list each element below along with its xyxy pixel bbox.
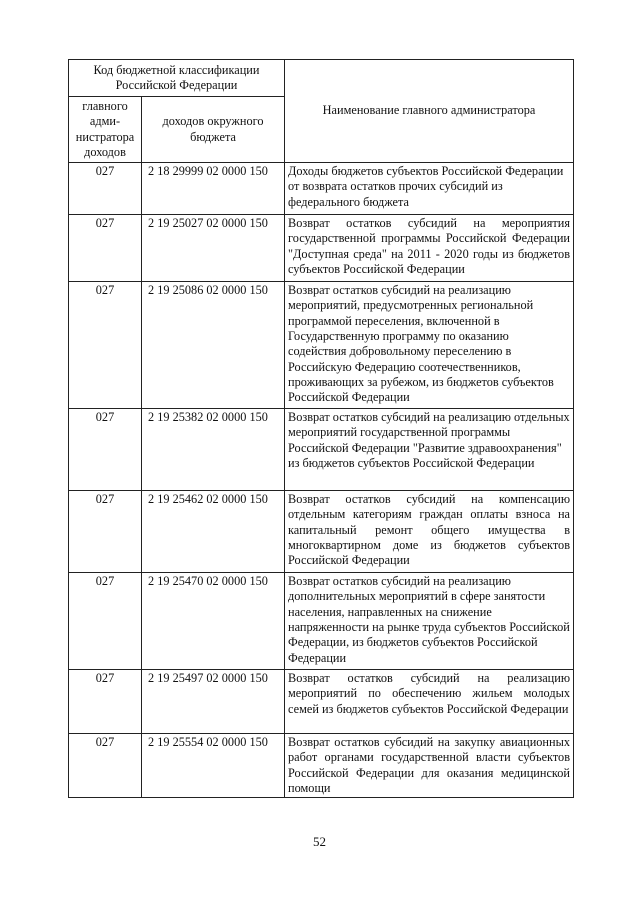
- administrator-name-cell: Возврат остатков субсидий на компенсацию отдельным категориям граждан оплаты взноса на капитальный ремонт общего имущества в многоквартирном доме из бюджетов субъектов Российской Федерации: [285, 491, 574, 573]
- page-number: 52: [313, 834, 326, 849]
- revenue-code-cell: 2 19 25497 02 0000 150: [142, 670, 285, 734]
- administrator-name-cell: Возврат остатков субсидий на реализацию отдельных мероприятий государственной программы Российской Федерации "Развитие здравоохранения" из бюджетов субъектов Российской Федерации: [285, 409, 574, 491]
- administrator-name-cell: Возврат остатков субсидий на реализацию дополнительных мероприятий в сфере занятости населения, направленных на снижение напряженности на рынке труда субъектов Российской Федерации, из бюджетов субъектов Российской Федерации: [285, 573, 574, 670]
- table-row: [69, 734, 574, 798]
- table-row: [69, 670, 574, 734]
- revenue-code-cell: 2 19 25027 02 0000 150: [142, 215, 285, 282]
- table-header-row: [69, 60, 574, 97]
- revenue-code-cell: 2 19 25554 02 0000 150: [142, 734, 285, 798]
- admin-code-cell: 027: [69, 282, 142, 409]
- revenue-code-cell: 2 19 25470 02 0000 150: [142, 573, 285, 670]
- header-administrator-name: Наименование главного администратора: [285, 60, 574, 163]
- administrator-name-cell: Доходы бюджетов субъектов Российской Федерации от возврата остатков прочих субсидий из федерального бюджета: [285, 163, 574, 215]
- table-row: [69, 573, 574, 670]
- header-chief-administrator: главного адми-нистратора доходов: [69, 97, 142, 163]
- revenue-code-cell: 2 19 25382 02 0000 150: [142, 409, 285, 491]
- table-row: [69, 163, 574, 215]
- admin-code-cell: 027: [69, 215, 142, 282]
- administrator-name-cell: Возврат остатков субсидий на реализацию мероприятий по обеспечению жильем молодых семей из бюджетов субъектов Российской Федерации: [285, 670, 574, 734]
- administrator-name-cell: Возврат остатков субсидий на реализацию мероприятий, предусмотренных региональной программой переселения, включенной в Государственную программу по оказанию содействия добровольному переселению в Российскую Федерацию соотечественников, проживающих за рубежом, из бюджетов субъектов Российской Федерации: [285, 282, 574, 409]
- admin-code-cell: 027: [69, 491, 142, 573]
- revenue-code-cell: 2 18 29999 02 0000 150: [142, 163, 285, 215]
- admin-code-cell: 027: [69, 670, 142, 734]
- table-row: [69, 282, 574, 409]
- admin-code-cell: 027: [69, 573, 142, 670]
- table-row: [69, 491, 574, 573]
- administrator-name-cell: Возврат остатков субсидий на мероприятия государственной программы Российской Федерации "Доступная среда" на 2011 - 2020 годы из бюджетов субъектов Российской Федерации: [285, 215, 574, 282]
- revenue-code-cell: 2 19 25086 02 0000 150: [142, 282, 285, 409]
- header-district-budget-revenue: доходов окружного бюджета: [142, 97, 285, 163]
- administrator-name-cell: Возврат остатков субсидий на закупку авиационных работ органами государственной власти субъектов Российской Федерации для оказания медицинской помощи: [285, 734, 574, 798]
- admin-code-cell: 027: [69, 734, 142, 798]
- table-row: [69, 215, 574, 282]
- table-row: [69, 409, 574, 491]
- header-classification-group: Код бюджетной классификации Российской Федерации: [69, 60, 285, 97]
- budget-classification-table: [68, 59, 574, 798]
- admin-code-cell: 027: [69, 409, 142, 491]
- admin-code-cell: 027: [69, 163, 142, 215]
- revenue-code-cell: 2 19 25462 02 0000 150: [142, 491, 285, 573]
